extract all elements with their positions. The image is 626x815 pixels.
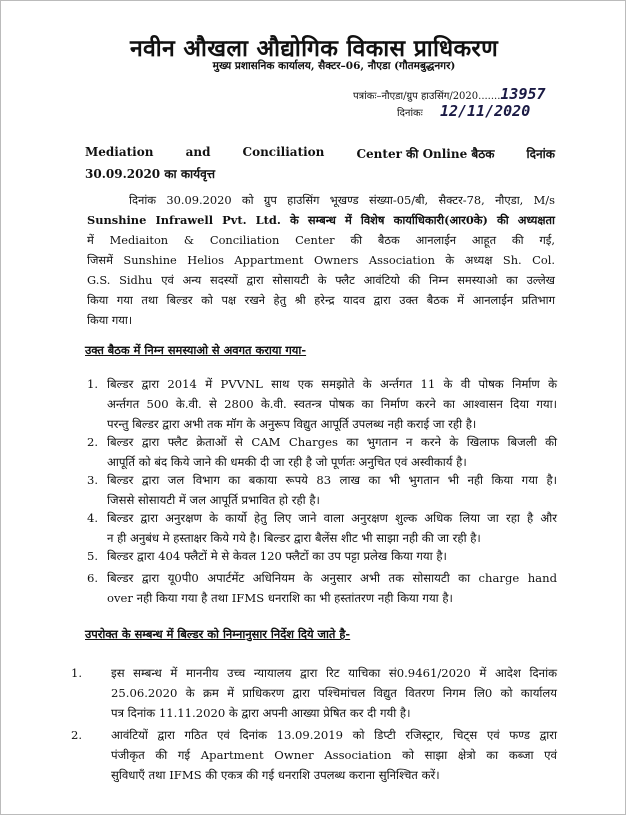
item-number: 4. xyxy=(87,511,99,525)
office-address: मुख्य प्रशासनिक कार्यालय, सैक्टर–06, नौएडा (गौतमबुद्धनगर) xyxy=(212,60,456,72)
item-line: आवंटियों द्वारा गठित एवं दिनांक 13.09.2019 को डिप्टी रजिस्ट्रार, चिट्स एवं फण्ड द्वारा xyxy=(111,728,557,742)
issue-item-4 xyxy=(87,508,557,548)
item-number: 2. xyxy=(87,435,99,449)
letter-number-handwritten: 13957 xyxy=(500,85,546,103)
item-line: over नही किया गया है तथा IFMS धनराशि का भी हस्तांतरण नही किया गया है। xyxy=(107,591,453,605)
issue-item-5 xyxy=(87,546,557,566)
subject xyxy=(85,145,555,182)
item-line: बिल्डर द्वारा यू0पी0 अपार्टमेंट अधिनियम के अनुसार अभी तक सोसायटी का charge hand xyxy=(107,571,557,585)
item-number: 2. xyxy=(71,728,83,742)
subject-word: दिनांक xyxy=(526,147,555,161)
subject-word: Mediation xyxy=(85,145,154,159)
subject-word: and xyxy=(185,145,211,159)
direction-item-1 xyxy=(71,663,557,723)
letter-date-label: दिनांकः xyxy=(397,108,423,119)
intro-line: जिसमें Sunshine Helios Appartment Owners Association के अध्यक्ष Sh. Col. xyxy=(87,253,555,267)
issue-item-3 xyxy=(87,470,557,510)
item-number: 5. xyxy=(87,549,99,563)
intro-line: किया गया तथा बिल्डर को पक्ष रखने हेतु श्री हरेन्द्र यादव द्वारा उक्त बैठक में आनलाईन प्रतिभाग xyxy=(87,293,555,307)
item-line: अर्न्तगत 500 के.वी. से 2800 के.वी. स्वतन्त्र पोषक का निर्माण करने का आश्वासन दिया गया। xyxy=(107,397,557,411)
organization-name: नवीन औखला औद्योगिक विकास प्राधिकरण xyxy=(129,35,499,62)
item-line: आपूर्ति को बंद किये जाने की धमकी दी जा रही है जो पूर्णतः अनुचित एवं अस्वीकार्य है। xyxy=(107,455,467,469)
item-line: न ही अनुबंध मे हस्ताक्षर किये गये है। बिल्डर द्वारा बैलेंस शीट भी साझा नही की जा रही है। xyxy=(107,531,481,545)
intro-line: Sunshine Infrawell Pvt. Ltd. के सम्बन्ध में विशेष कार्याधिकारी(आर0के) की अध्यक्षता xyxy=(87,213,555,227)
issue-item-6 xyxy=(87,568,557,608)
directions-heading: उपरोक्त के सम्बन्ध में बिल्डर को निम्नानुसार निर्देश दिये जाते है- xyxy=(85,627,351,641)
item-line: बिल्डर द्वारा अनुरक्षण के कार्यो हेतु लिए जाने वाला अनुरक्षण शुल्क अधिक लिया जा रहा है और xyxy=(107,511,557,525)
item-line: 25.06.2020 के क्रम में प्राधिकरण द्वारा पश्चिमांचल विद्युत वितरण निगम लि0 को कार्यालय xyxy=(111,686,557,700)
issues-heading: उक्त बैठक में निम्न समस्याओ से अवगत कराया गया- xyxy=(85,343,307,357)
letter-date-handwritten: 12/11/2020 xyxy=(439,102,531,120)
item-line: बिल्डर द्वारा फ्लैट क्रेताओं से CAM Charges का भुगतान न करने के खिलाफ बिजली की xyxy=(107,435,557,449)
item-number: 1. xyxy=(87,377,99,391)
intro-line: में Mediaiton & Conciliation Center की बैठक आनलाईन आहूत की गई, xyxy=(87,233,555,247)
direction-item-2 xyxy=(71,725,557,785)
item-line: सुविधाएँ तथा IFMS की एकत्र की गई धनराशि उपलब्ध कराना सुनिश्चित करें। xyxy=(111,768,440,782)
letter-date xyxy=(397,102,530,120)
item-line: परन्तु बिल्डर द्वारा अभी तक मॉग के अनुरूप विद्युत आपूर्ति उपलब्ध नही कराई जा रही है। xyxy=(107,417,477,431)
intro-line: किया गया। xyxy=(87,313,133,327)
item-line: बिल्डर द्वारा जल विभाग का बकाया रूपये 83 लाख का भी भुगतान भी नही किया गया है। xyxy=(107,473,557,487)
item-line: पंजीकृत की गई Apartment Owner Association को साझा क्षेत्रो का कब्जा एवं xyxy=(111,748,557,762)
issue-item-1 xyxy=(87,374,557,434)
subject-line-2: 30.09.2020 का कार्यवृत्त xyxy=(85,167,216,181)
letter-number-label: पत्रांकः–नौएडा/ग्रुप हाउसिंग/2020....... xyxy=(353,91,501,102)
subject-word: Center की Online बैठक xyxy=(356,147,495,161)
item-number: 3. xyxy=(87,473,99,487)
item-line: जिससे सोसायटी में जल आपूर्ति प्रभावित हो रही है। xyxy=(107,493,320,507)
issue-item-2 xyxy=(87,432,557,472)
subject-word: Conciliation xyxy=(242,145,325,159)
intro-line: दिनांक 30.09.2020 को ग्रुप हाउसिंग भूखण्ड संख्या-05/बी, सैक्टर-78, नौएडा, M/s xyxy=(129,193,555,207)
item-line: इस सम्बन्ध में माननीय उच्च न्यायालय द्वारा रिट याचिका सं0.9461/2020 में आदेश दिनांक xyxy=(111,666,557,680)
item-line: बिल्डर द्वारा 404 फ्लैटों मे से केवल 120 फ्लैटों का उप पट्टा प्रलेख किया गया है। xyxy=(107,549,447,563)
item-line: पत्र दिनांक 11.11.2020 के द्वारा अपनी आख्या प्रेषित कर दी गयी है। xyxy=(111,706,411,720)
item-number: 6. xyxy=(87,571,99,585)
item-line: बिल्डर द्वारा 2014 में PVVNL साथ एक समझोते के अर्न्तगत 11 के वी पोषक निर्माण के xyxy=(107,377,557,391)
intro-paragraph xyxy=(87,190,555,330)
intro-line: G.S. Sidhu एवं अन्य सदस्यों द्वारा सोसायटी के फ्लैट आवंटियो की निम्न समस्याओ का उल्लेख xyxy=(87,273,555,287)
item-number: 1. xyxy=(71,666,83,680)
letter-number xyxy=(353,85,546,103)
